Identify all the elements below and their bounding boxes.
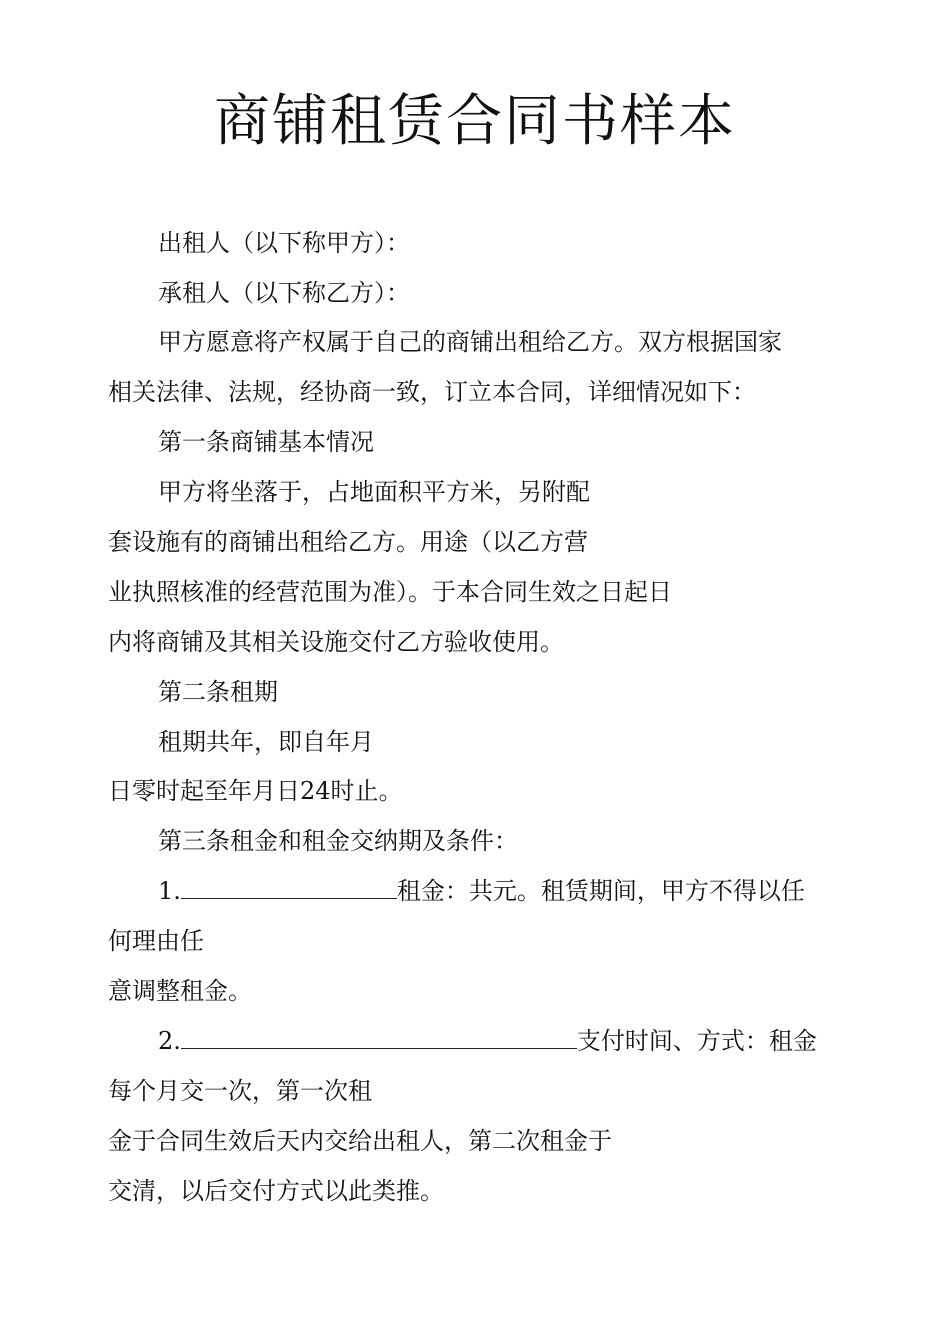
item-1-continuation-1: 何理由任 bbox=[108, 927, 204, 955]
item-2-number: 2. bbox=[158, 1027, 181, 1055]
item-1-number: 1. bbox=[158, 877, 181, 905]
article-2-heading: 第二条租期 bbox=[158, 678, 278, 706]
article-2-line-2: 日零时起至年月日24时止。 bbox=[108, 777, 403, 805]
lessee-line: 承租人（以下称乙方）： bbox=[158, 279, 410, 307]
preamble-line-2: 相关法律、法规，经协商一致，订立本合同，详细情况如下： bbox=[108, 378, 756, 406]
item-2-continuation-3: 交清，以后交付方式以此类推。 bbox=[108, 1177, 444, 1205]
item-1-blank bbox=[181, 876, 397, 899]
item-2-text: 支付时间、方式：租金 bbox=[576, 1027, 817, 1055]
lessor-line: 出租人（以下称甲方）： bbox=[158, 229, 410, 257]
item-1-continuation-2: 意调整租金。 bbox=[108, 977, 252, 1005]
article-3-heading: 第三条租金和租金交纳期及条件： bbox=[158, 827, 518, 855]
article-1-line-3: 业执照核准的经营范围为准）。于本合同生效之日起日 bbox=[108, 578, 672, 606]
article-1-heading: 第一条商铺基本情况 bbox=[158, 428, 374, 456]
item-2-blank bbox=[181, 1026, 577, 1049]
preamble-line-1: 甲方愿意将产权属于自己的商铺出租给乙方。双方根据国家 bbox=[158, 328, 782, 356]
item-1-line bbox=[158, 876, 805, 906]
item-2-line bbox=[158, 1026, 817, 1056]
item-2-continuation-2: 金于合同生效后天内交给出租人，第二次租金于 bbox=[108, 1127, 612, 1155]
article-1-line-2: 套设施有的商铺出租给乙方。用途（以乙方营 bbox=[108, 528, 588, 556]
article-1-line-1: 甲方将坐落于，占地面积平方米，另附配 bbox=[158, 478, 590, 506]
item-2-continuation-1: 每个月交一次，第一次租 bbox=[108, 1077, 372, 1105]
article-2-line-1: 租期共年，即自年月 bbox=[158, 728, 374, 756]
document-title: 商铺租赁合同书样本 bbox=[214, 89, 736, 154]
article-1-line-4: 内将商铺及其相关设施交付乙方验收使用。 bbox=[108, 628, 564, 656]
item-1-text: 租金：共元。租赁期间，甲方不得以任 bbox=[396, 877, 805, 905]
